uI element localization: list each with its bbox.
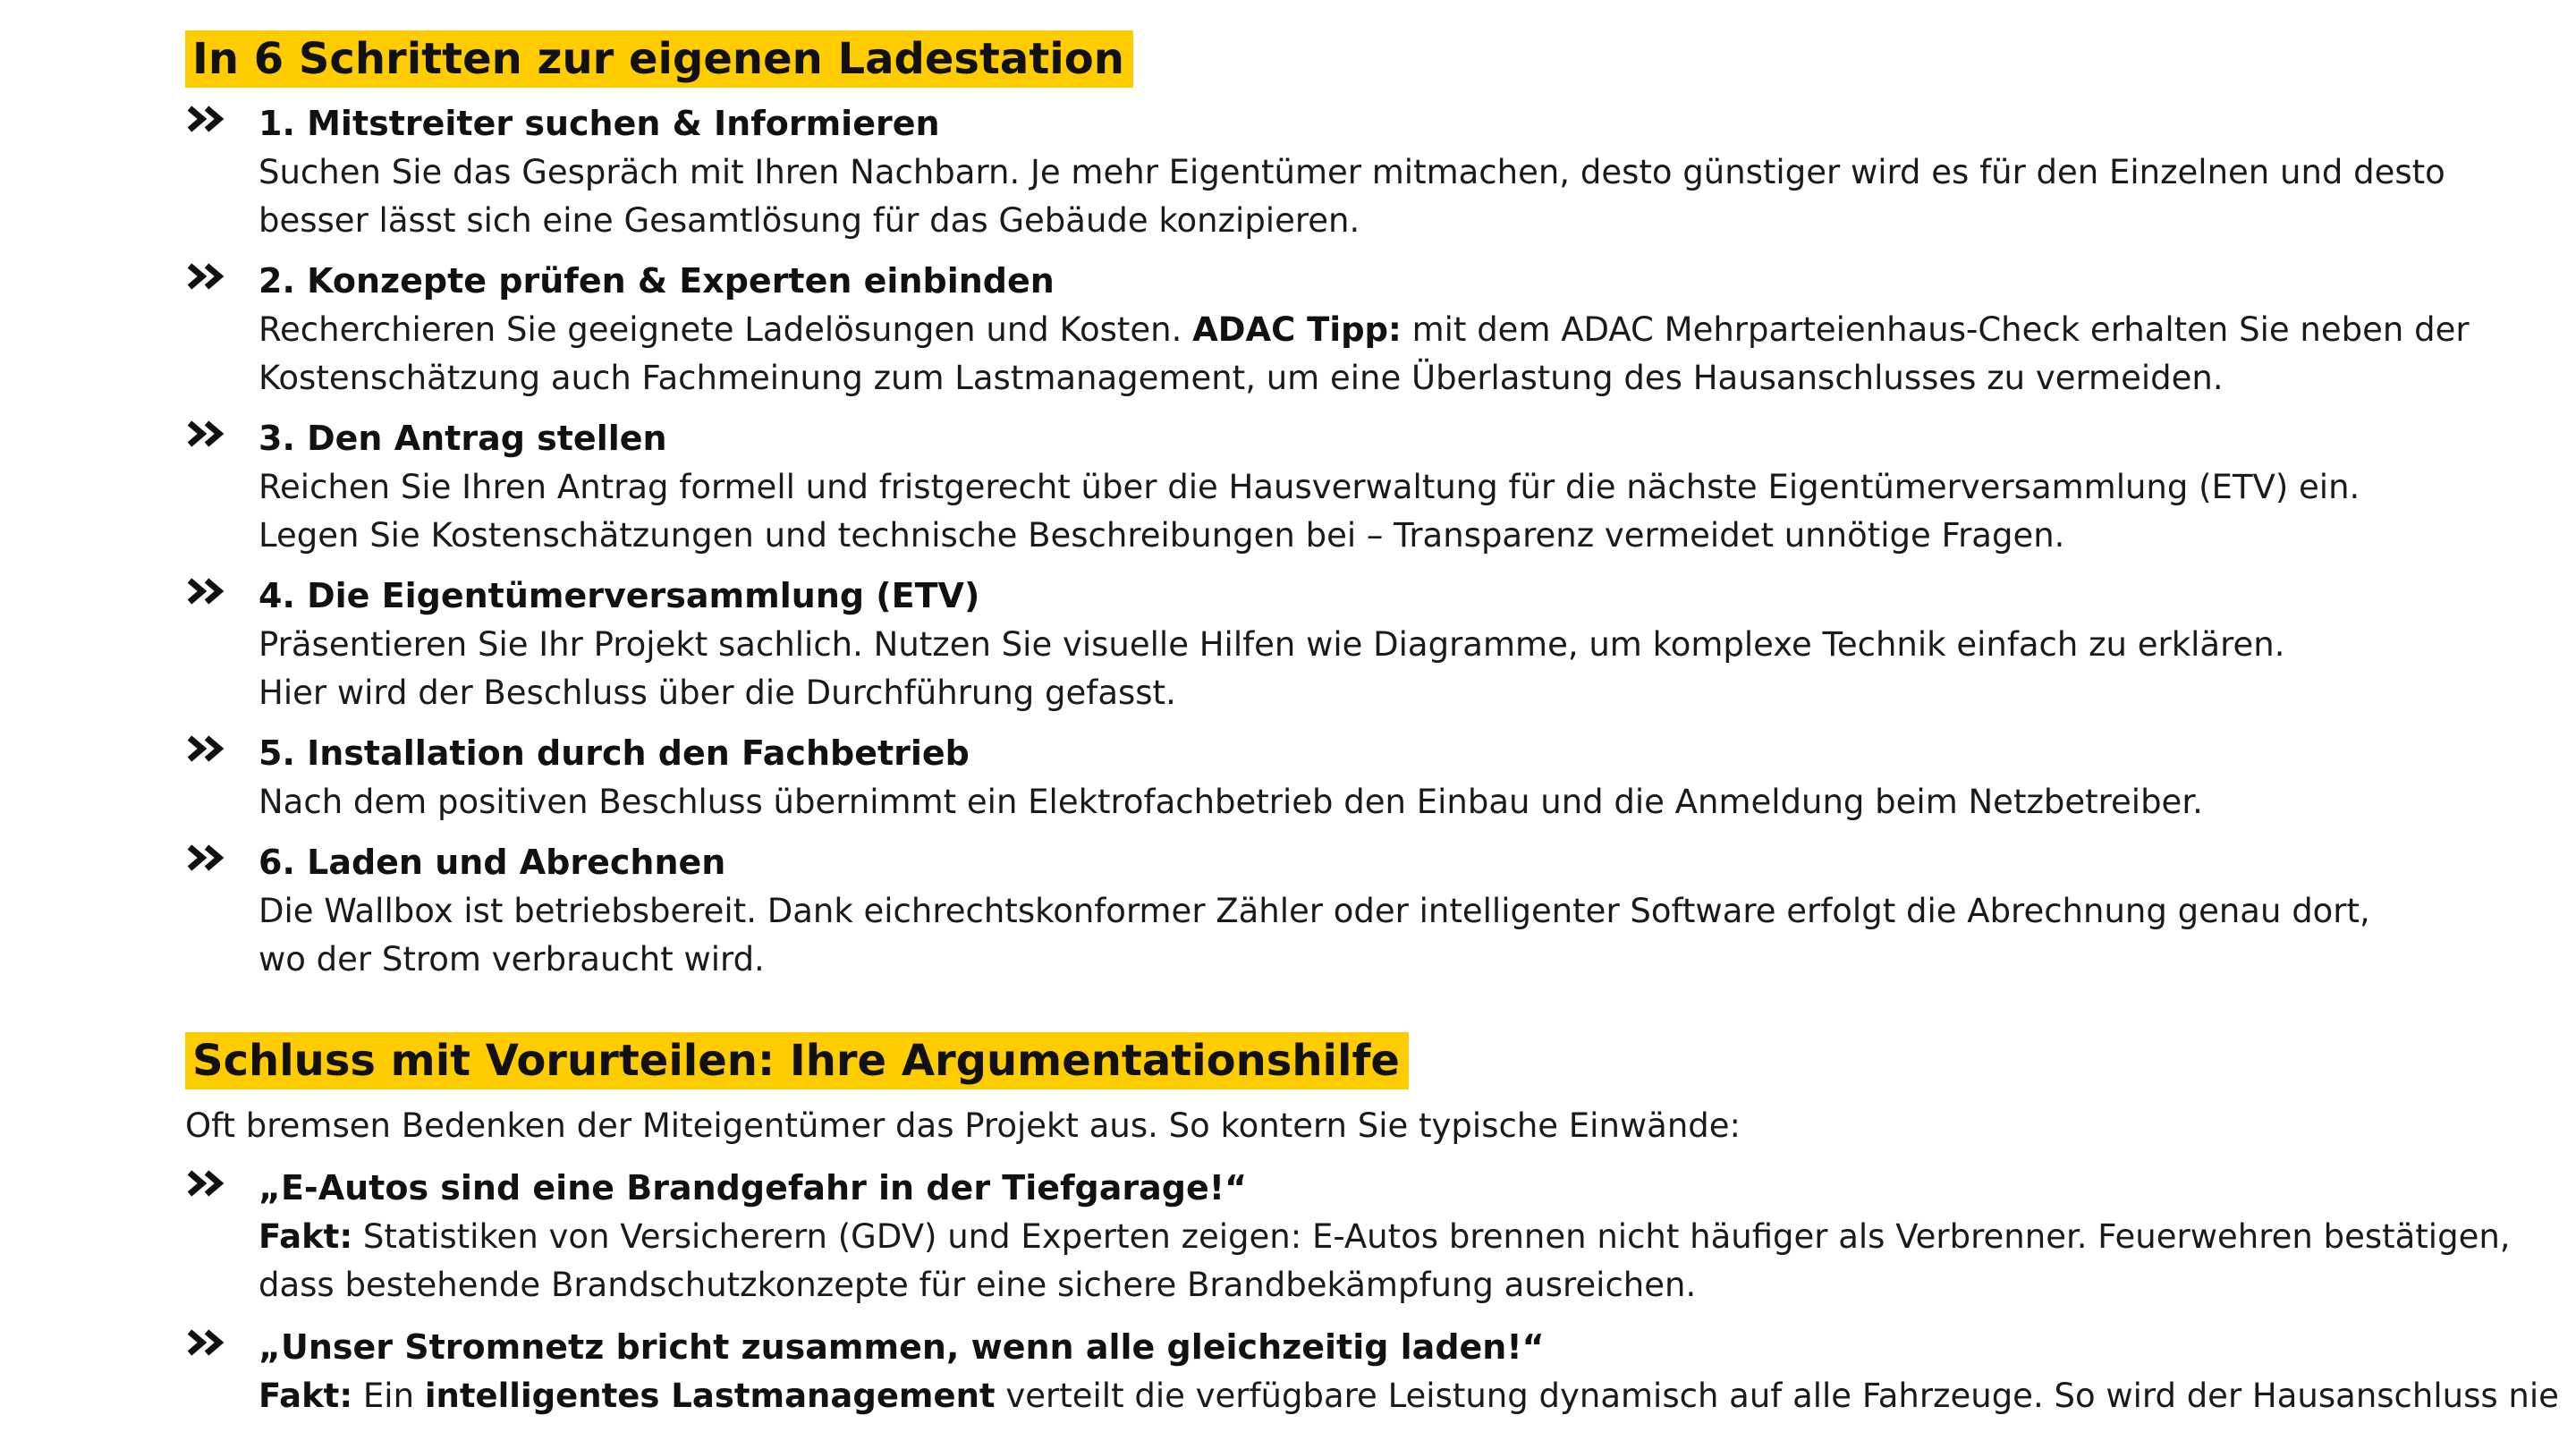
text-line: Kostenschätzung auch Fachmeinung zum Lastmanagement, um eine Überlastung des Hausanschlusses zu vermeiden.: [258, 359, 2224, 397]
argument-fact: [258, 1372, 2559, 1420]
text-line: [258, 306, 2470, 354]
double-chevron-right-icon: [187, 577, 232, 606]
step-title: 2. Konzepte prüfen & Experten einbinden: [258, 261, 1055, 301]
text-line: Die Wallbox ist betriebsbereit. Dank eichrechtskonformer Zähler oder intelligenter Software erfolgt die Abrechnung genau dort,: [258, 892, 2370, 930]
text-span: Statistiken von Versicherern (GDV) und Experten zeigen: E-Autos brennen nicht häufiger als Verbrenner. Feuerwehren bestätigen,: [352, 1217, 2511, 1256]
text-span: verteilt die verfügbare Leistung dynamisch auf alle Fahrzeuge. So wird der Hausanschluss nie: [995, 1377, 2559, 1415]
step-description: [258, 306, 2470, 402]
emphasis: intelligentes Lastmanagement: [424, 1377, 996, 1415]
fact-label: Fakt:: [258, 1217, 353, 1256]
text-line: Legen Sie Kostenschätzungen und technische Beschreibungen bei – Transparenz vermeidet unnötige Fragen.: [258, 516, 2065, 555]
step-item: [185, 415, 2457, 560]
step-item: [185, 258, 2470, 402]
steps-section: [185, 30, 2470, 984]
section-heading-steps: In 6 Schritten zur eigenen Ladestation: [185, 30, 1133, 88]
argument-item: [185, 1324, 2559, 1420]
double-chevron-right-icon: [187, 1328, 232, 1357]
text-span: mit dem ADAC Mehrparteienhaus-Check erhalten Sie neben der: [1401, 310, 2470, 349]
step-item: [185, 572, 2457, 717]
text-line: Präsentieren Sie Ihr Projekt sachlich. Nutzen Sie visuelle Hilfen wie Diagramme, um komplexe Technik einfach zu erklären.: [258, 625, 2285, 664]
step-title: 4. Die Eigentümerversammlung (ETV): [258, 576, 980, 615]
step-item: [185, 839, 2457, 984]
text-line: [258, 1213, 2511, 1261]
argument-item: [185, 1165, 2511, 1309]
text-span: Ein: [352, 1377, 425, 1415]
step-description: [258, 148, 2457, 245]
step-item: [185, 100, 2457, 245]
step-description: [258, 621, 2457, 717]
section-intro: Oft bremsen Bedenken der Miteigentümer das Projekt aus. So kontern Sie typische Einwände:: [185, 1106, 1741, 1145]
step-title: 1. Mitstreiter suchen & Informieren: [258, 104, 940, 143]
document-page: [185, 30, 2559, 1420]
adac-tip-label: ADAC Tipp:: [1192, 310, 1402, 349]
step-title: 5. Installation durch den Fachbetrieb: [258, 733, 970, 773]
text-line: Nach dem positiven Beschluss übernimmt ein Elektrofachbetrieb den Einbau und die Anmeldung beim Netzbetreiber.: [258, 783, 2203, 821]
double-chevron-right-icon: [187, 734, 232, 763]
steps-list: [185, 100, 2470, 984]
fact-label: Fakt:: [258, 1377, 353, 1415]
step-description: [258, 887, 2457, 984]
double-chevron-right-icon: [187, 262, 232, 291]
argument-objection: „E-Autos sind eine Brandgefahr in der Tiefgarage!“: [258, 1168, 1248, 1208]
argument-objection: „Unser Stromnetz bricht zusammen, wenn alle gleichzeitig laden!“: [258, 1327, 1545, 1367]
step-item: [185, 730, 2457, 826]
text-line: [258, 1372, 2559, 1420]
step-title: 6. Laden und Abrechnen: [258, 843, 726, 882]
double-chevron-right-icon: [187, 843, 232, 872]
arguments-list: [185, 1165, 2559, 1420]
arguments-section: [185, 1032, 2559, 1420]
text-line: wo der Strom verbraucht wird.: [258, 940, 765, 979]
step-title: 3. Den Antrag stellen: [258, 419, 667, 458]
text-line: Reichen Sie Ihren Antrag formell und fristgerecht über die Hausverwaltung für die nächste Eigentümerversammlung (ETV) ein.: [258, 468, 2360, 506]
text-line: Suchen Sie das Gespräch mit Ihren Nachbarn. Je mehr Eigentümer mitmachen, desto günstiger wird es für den Einzelnen und desto: [258, 153, 2445, 191]
step-description: [258, 778, 2457, 826]
text-line: dass bestehende Brandschutzkonzepte für eine sichere Brandbekämpfung ausreichen.: [258, 1266, 1697, 1304]
step-description: [258, 463, 2457, 560]
double-chevron-right-icon: [187, 419, 232, 448]
section-heading-arguments: Schluss mit Vorurteilen: Ihre Argumentationshilfe: [185, 1032, 1409, 1089]
double-chevron-right-icon: [187, 105, 232, 133]
text-line: besser lässt sich eine Gesamtlösung für das Gebäude konzipieren.: [258, 201, 1360, 240]
text-span: Recherchieren Sie geeignete Ladelösungen und Kosten.: [258, 310, 1193, 349]
text-line: Hier wird der Beschluss über die Durchführung gefasst.: [258, 674, 1176, 712]
argument-fact: [258, 1213, 2511, 1309]
double-chevron-right-icon: [187, 1169, 232, 1198]
